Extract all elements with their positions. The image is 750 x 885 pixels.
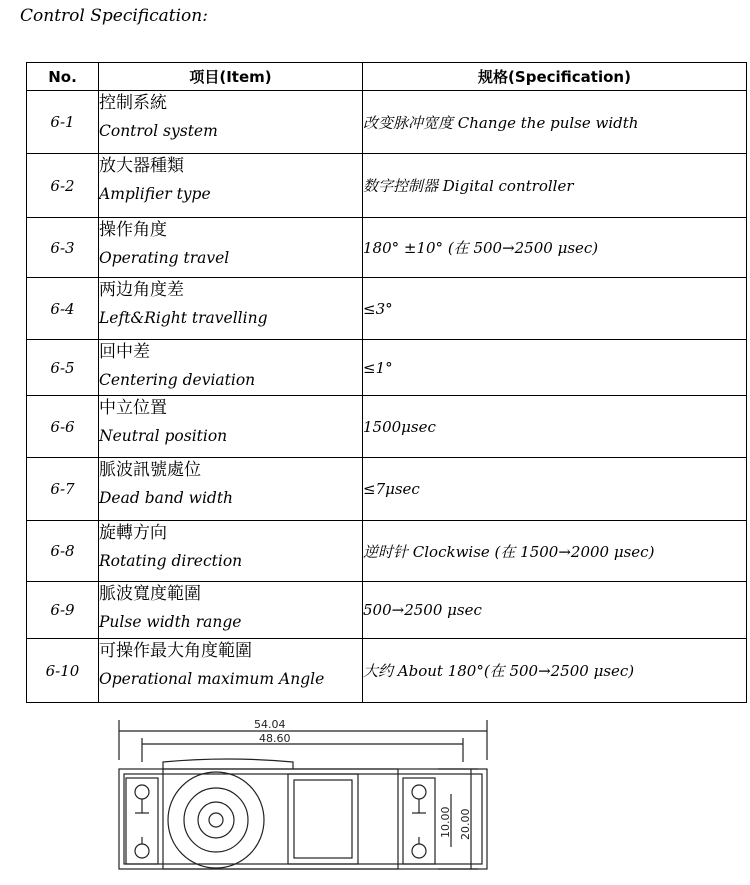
servo-dimension-drawing: [108, 712, 508, 885]
mount-hole: [135, 785, 149, 799]
item-english: Amplifier type: [99, 185, 211, 203]
item-chinese: 操作角度: [99, 220, 167, 240]
item-cell: [99, 458, 363, 521]
item-chinese: 脈波訊號處位: [99, 460, 201, 480]
case-top-curve: [163, 759, 293, 769]
table-row: [27, 396, 747, 458]
spec-value: 逆时针 Clockwise (在 1500→2000 μsec): [363, 521, 747, 582]
item-english: Left&Right travelling: [99, 309, 268, 327]
item-cell: [99, 278, 363, 340]
spec-value: 1500μsec: [363, 396, 747, 458]
header-spec: 规格(Specification): [363, 63, 747, 91]
item-chinese: 可操作最大角度範圍: [99, 641, 252, 661]
spec-value: ≤1°: [363, 340, 747, 396]
table-row: [27, 154, 747, 218]
table-row: [27, 582, 747, 639]
table-row: [27, 639, 747, 703]
row-number: 6-6: [27, 396, 99, 458]
item-english: Dead band width: [99, 489, 234, 507]
item-cell: [99, 91, 363, 154]
table-row: [27, 340, 747, 396]
item-cell: [99, 154, 363, 218]
row-number: 6-9: [27, 582, 99, 639]
table-row: [27, 458, 747, 521]
row-number: 6-10: [27, 639, 99, 703]
table-row: [27, 278, 747, 340]
output-gear-outer: [168, 772, 264, 868]
item-chinese: 两边角度差: [99, 280, 184, 300]
item-cell: [99, 396, 363, 458]
row-number: 6-1: [27, 91, 99, 154]
item-chinese: 脈波寬度範圍: [99, 584, 201, 604]
item-chinese: 放大器種類: [99, 156, 184, 176]
table-row: [27, 218, 747, 278]
row-number: 6-4: [27, 278, 99, 340]
spec-value: 180° ±10° (在 500→2500 μsec): [363, 218, 747, 278]
servo-outline: [119, 769, 487, 869]
table-header-row: [27, 63, 747, 91]
spec-value: ≤7μsec: [363, 458, 747, 521]
section-heading: Control Specification:: [20, 6, 208, 26]
item-chinese: 中立位置: [99, 398, 167, 418]
spec-table: [26, 62, 747, 703]
mount-hole: [412, 844, 426, 858]
output-gear-ring: [184, 788, 248, 852]
row-number: 6-3: [27, 218, 99, 278]
item-cell: [99, 521, 363, 582]
row-number: 6-7: [27, 458, 99, 521]
servo-inner-outline: [124, 774, 482, 864]
label-plate: [288, 774, 358, 864]
item-chinese: 控制系統: [99, 93, 167, 113]
item-english: Operating travel: [99, 249, 230, 267]
item-english: Rotating direction: [99, 552, 243, 570]
mount-hole: [412, 785, 426, 799]
item-english: Control system: [99, 122, 218, 140]
label-plate-inner: [294, 780, 352, 858]
row-number: 6-2: [27, 154, 99, 218]
row-number: 6-8: [27, 521, 99, 582]
item-english: Pulse width range: [99, 613, 242, 631]
dim-label-height-outer: 20.00: [459, 808, 472, 840]
item-cell: [99, 639, 363, 703]
item-cell: [99, 582, 363, 639]
output-shaft-center: [209, 813, 223, 827]
item-cell: [99, 340, 363, 396]
spec-value: 大约 About 180°(在 500→2500 μsec): [363, 639, 747, 703]
table-row: [27, 521, 747, 582]
right-mounting-tab: [403, 778, 435, 864]
output-shaft: [198, 802, 234, 838]
item-chinese: 回中差: [99, 342, 150, 362]
mount-hole: [135, 844, 149, 858]
item-english: Neutral position: [99, 427, 228, 445]
dim-label-overall: 54.04: [254, 718, 286, 731]
dim-label-height-inner: 10.00: [439, 806, 452, 838]
spec-value: ≤3°: [363, 278, 747, 340]
item-english: Centering deviation: [99, 371, 256, 389]
header-item: 项目(Item): [99, 63, 363, 91]
dim-label-hole-spacing: 48.60: [259, 732, 291, 745]
left-mounting-tab: [126, 778, 158, 864]
spec-value: 数字控制器 Digital controller: [363, 154, 747, 218]
item-cell: [99, 218, 363, 278]
item-english: Operational maximum Angle: [99, 670, 325, 688]
header-no: No.: [27, 63, 99, 91]
spec-value: 500→2500 μsec: [363, 582, 747, 639]
item-chinese: 旋轉方向: [99, 523, 167, 543]
spec-value: 改变脉冲宽度 Change the pulse width: [363, 91, 747, 154]
row-number: 6-5: [27, 340, 99, 396]
table-row: [27, 91, 747, 154]
